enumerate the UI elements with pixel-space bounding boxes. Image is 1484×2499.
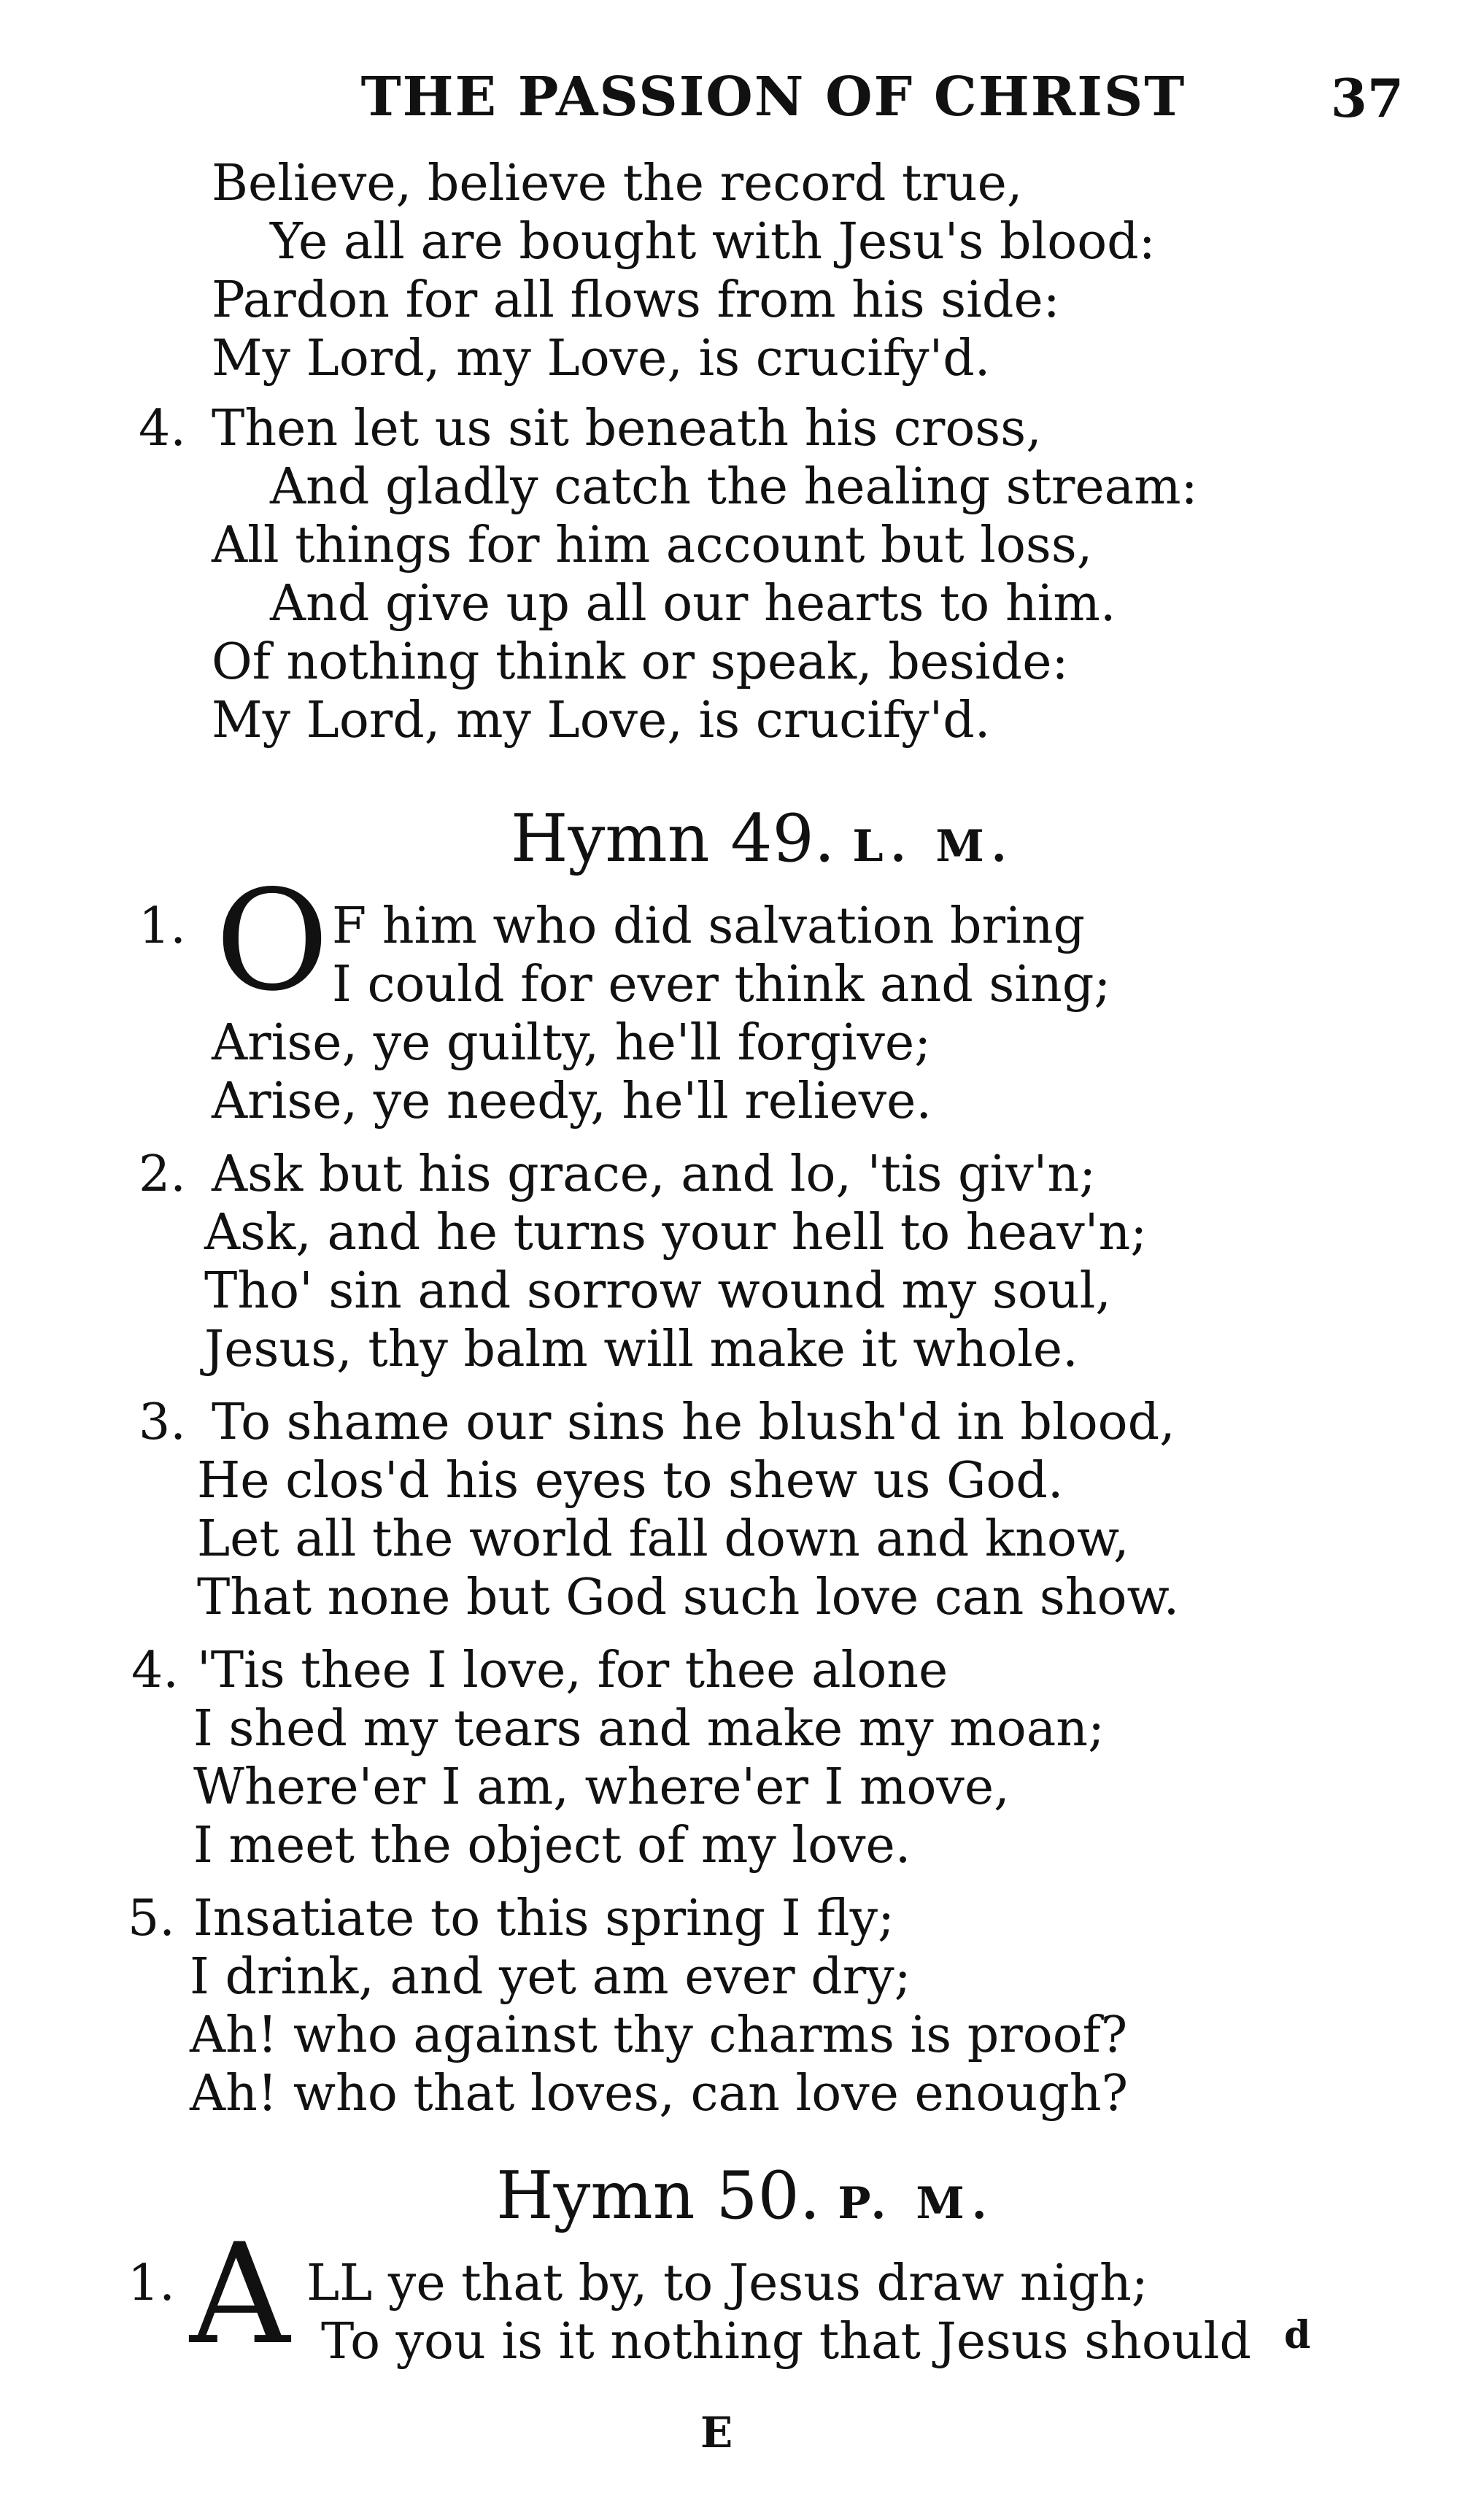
verse-line: Of nothing think or speak, beside: [212,633,1069,691]
verse-line: LL ye that by, to Jesus draw nigh; [306,2255,1148,2312]
hymn-title: Hymn 50. [496,2158,821,2234]
verse-line: Arise, ye needy, he'll relieve. [212,1073,932,1130]
verse-line: Ah! who that loves, can love enough? [190,2065,1129,2123]
verse-line: 'Tis thee I love, for thee alone [197,1642,948,1699]
hymn-heading [511,800,1014,883]
hymn-title: Hymn 49. [511,800,835,877]
verse-line: That none but God such love can show. [197,1569,1180,1626]
verse-line: I drink, and yet am ever dry; [190,1948,911,2006]
verse-line: I meet the object of my love. [193,1817,911,1874]
stanza-number: 1. [128,2255,175,2312]
hymn-meter: P. M. [838,2178,994,2229]
stanza-number: 2. [139,1146,186,1203]
verse-line: Ask but his grace, and lo, 'tis giv'n; [212,1146,1097,1203]
running-title: THE PASSION OF CHRIST [360,66,1186,128]
stanza-number: 3. [139,1394,186,1451]
verse-line: To shame our sins he blush'd in blood, [212,1394,1175,1451]
stanza-number: 5. [128,1890,175,1947]
stanza-number: 1. [139,897,186,955]
verse-line: Arise, ye guilty, he'll forgive; [212,1014,932,1072]
drop-cap: O [215,860,329,1021]
signature-mark: E [700,2408,733,2457]
hymn-heading [496,2160,994,2240]
verse-line: Jesus, thy balm will make it whole. [204,1321,1078,1378]
verse-line: F him who did salvation bring [332,897,1086,955]
verse-line: Pardon for all flows from his side: [212,271,1060,329]
drop-cap: A [190,2214,290,2375]
verse-line: Ye all are bought with Jesu's blood: [270,213,1156,271]
verse-line: My Lord, my Love, is crucify'd. [212,330,991,387]
verse-line: Insatiate to this spring I fly; [193,1890,894,1947]
page-number: 37 [1330,67,1404,129]
verse-line: And give up all our hearts to him. [270,575,1116,633]
verse-line: Let all the world fall down and know, [197,1510,1129,1568]
stanza-number: 4. [131,1642,179,1699]
catchword: d [1284,2313,1311,2357]
stanza-number: 4. [139,400,186,457]
verse-line: All things for him account but loss, [212,517,1093,574]
verse-line: I shed my tears and make my moan; [193,1700,1105,1758]
verse-line: Believe, believe the record true, [212,155,1023,212]
verse-line: Ask, and he turns your hell to heav'n; [204,1204,1148,1262]
verse-line: I could for ever think and sing; [332,956,1111,1013]
verse-line: Where'er I am, where'er I move, [193,1758,1010,1816]
verse-line: He clos'd his eyes to shew us God. [197,1452,1064,1510]
verse-line: To you is it nothing that Jesus should [321,2313,1251,2371]
verse-line: My Lord, my Love, is crucify'd. [212,692,991,749]
hymn-meter: L. M. [852,821,1014,872]
verse-line: Then let us sit beneath his cross, [212,400,1042,457]
verse-line: Tho' sin and sorrow wound my soul, [204,1262,1111,1320]
verse-line: And gladly catch the healing stream: [270,458,1198,516]
verse-line: Ah! who against thy charms is proof? [190,2006,1128,2064]
